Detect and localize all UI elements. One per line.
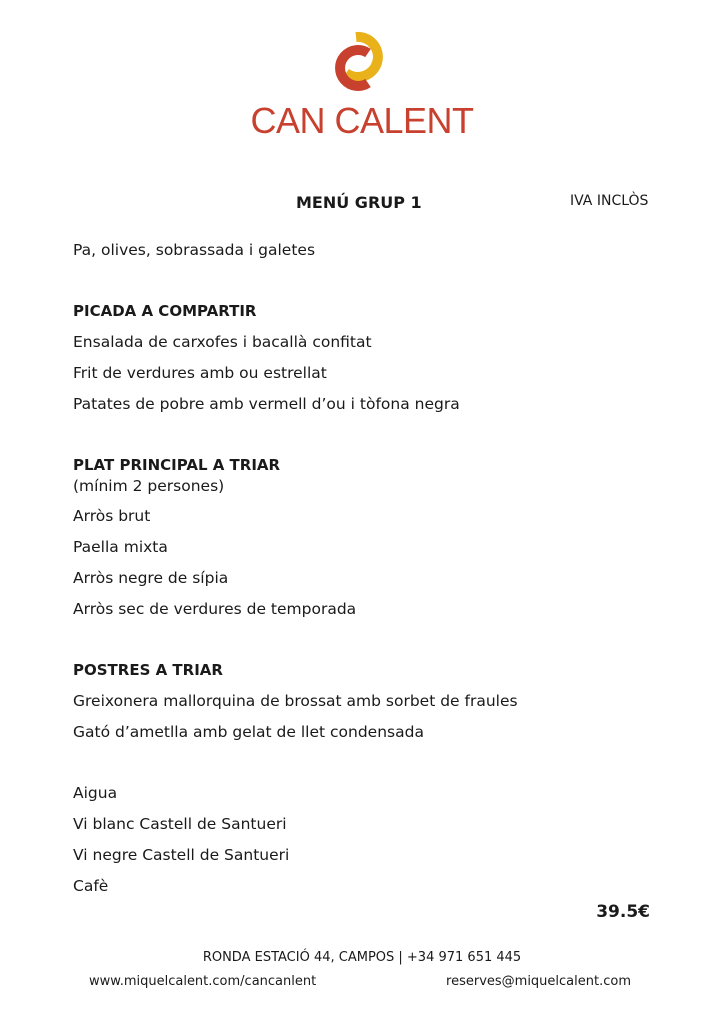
menu-item: Ensalada de carxofes i bacallà confitat (73, 333, 372, 351)
section-note: (mínim 2 persones) (73, 477, 225, 495)
section-heading: PICADA A COMPARTIR (73, 302, 257, 320)
footer-email[interactable]: reserves@miquelcalent.com (446, 974, 631, 989)
section-heading: POSTRES A TRIAR (73, 661, 223, 679)
menu-item: Frit de verdures amb ou estrellat (73, 364, 327, 382)
drink-item: Aigua (73, 784, 118, 802)
logo-red-arc (340, 50, 368, 86)
menu-item: Greixonera mallorquina de brossat amb sorbet de fraules (73, 692, 518, 710)
footer-website[interactable]: www.miquelcalent.com/cancanlent (89, 974, 317, 989)
drink-item: Vi negre Castell de Santueri (73, 846, 290, 864)
starter: Pa, olives, sobrassada i galetes (73, 241, 316, 259)
footer-address: RONDA ESTACIÓ 44, CAMPOS | +34 971 651 445 (202, 950, 522, 965)
drink-item: Vi blanc Castell de Santueri (73, 815, 287, 833)
menu-item: Arròs negre de sípia (73, 569, 229, 587)
menu-item: Arròs brut (73, 507, 151, 525)
drink-item: Cafè (73, 877, 109, 895)
section-heading: PLAT PRINCIPAL A TRIAR (73, 456, 281, 474)
menu-item: Patates de pobre amb vermell d’ou i tòfona negra (73, 395, 460, 413)
brand-name: CAN CALENT (250, 100, 474, 141)
menu-item: Gató d’ametlla amb gelat de llet condensada (73, 723, 424, 741)
tax-note: IVA INCLÒS (570, 193, 649, 209)
price: 39.5€ (596, 902, 650, 922)
logo-icon (320, 15, 400, 95)
menu-title: MENÚ GRUP 1 (296, 193, 422, 212)
menu-item: Paella mixta (73, 538, 168, 556)
menu-item: Arròs sec de verdures de temporada (73, 600, 357, 618)
